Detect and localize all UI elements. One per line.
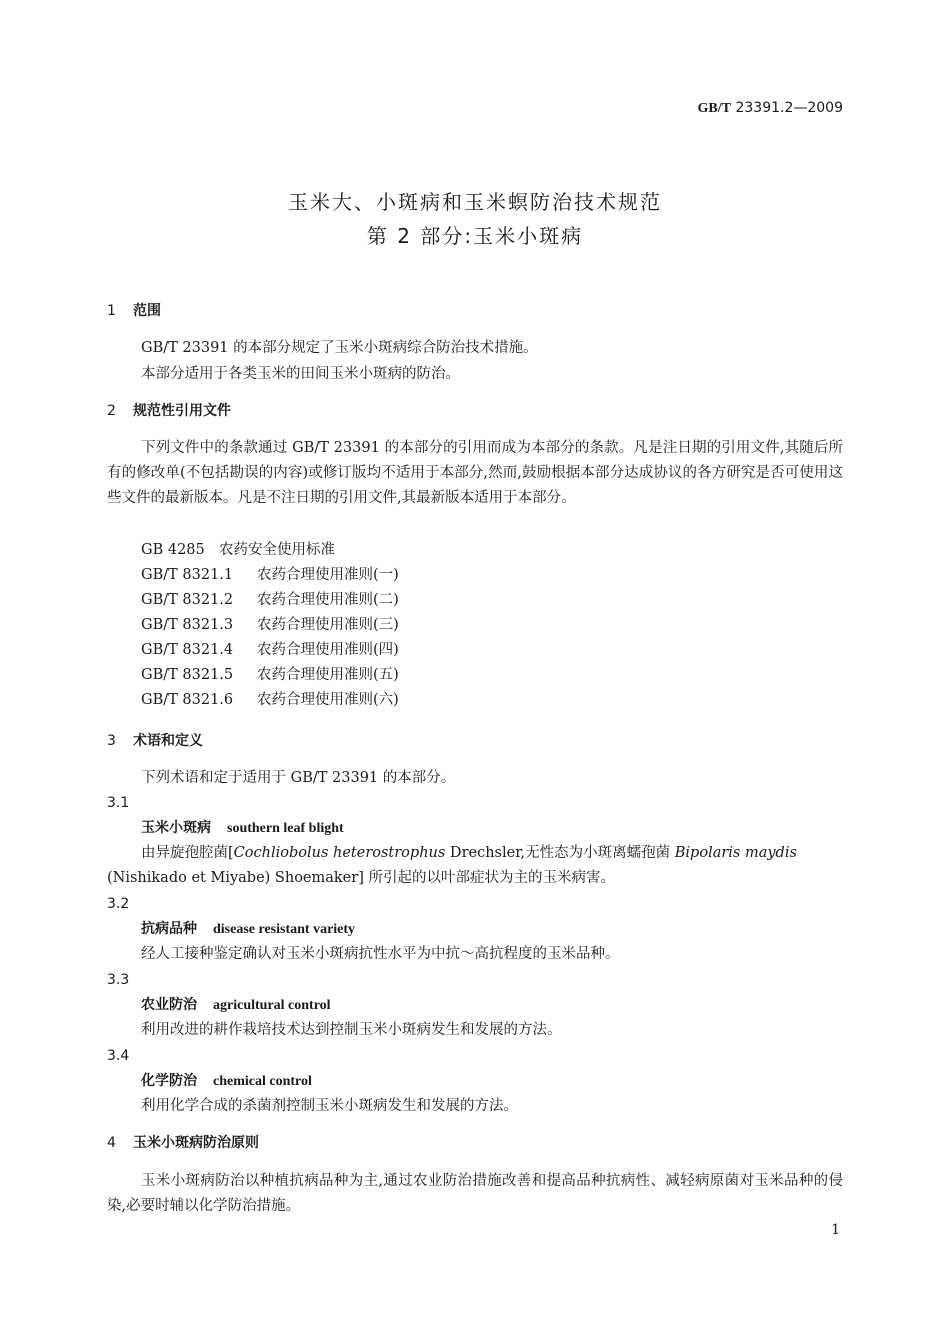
section-number: 3 — [107, 733, 116, 749]
term-en: chemical control — [213, 1074, 312, 1089]
term-en: southern leaf blight — [227, 821, 344, 836]
section-number: 1 — [107, 303, 116, 319]
reference-title: 农药安全使用标准 — [219, 542, 335, 558]
reference-title: 农药合理使用准则(六) — [257, 692, 399, 708]
term-zh: 抗病品种 — [141, 921, 197, 937]
standard-code — [698, 100, 843, 117]
section-1-paragraph-1: GB/T 23391 的本部分规定了玉米小斑病综合防治技术措施。 — [141, 340, 538, 356]
standard-code-prefix: GB/T — [697, 101, 732, 116]
reference-title: 农药合理使用准则(一) — [257, 567, 399, 583]
reference-item — [141, 613, 843, 638]
reference-title: 农药合理使用准则(五) — [257, 667, 399, 683]
term-zh: 玉米小斑病 — [141, 820, 211, 836]
section-title: 范围 — [133, 303, 161, 319]
section-1-paragraph-2: 本部分适用于各类玉米的田间玉米小斑病的防治。 — [141, 366, 460, 382]
term-number: 3.4 — [107, 1048, 130, 1064]
section-2-intro: 下列文件中的条款通过 GB/T 23391 的本部分的引用而成为本部分的条款。凡是注日期的引用文件,其随后所有的修改单(不包括勘误的内容)或修订版均不适用于本部分,然而,鼓励根据本部分达成协议的各方研究是否可使用这些文件的最新版本。凡是不注日期的引用文件,其最新版本适用于本部分。 — [107, 440, 843, 506]
term-number: 3.2 — [107, 896, 130, 912]
section-3-heading — [107, 729, 843, 754]
definition-text: Drechsler,无性态为小斑离蠕孢菌 — [445, 845, 675, 861]
reference-item — [141, 563, 843, 588]
reference-title: 农药合理使用准则(二) — [257, 592, 399, 608]
term-definition: 利用化学合成的杀菌剂控制玉米小斑病发生和发展的方法。 — [141, 1098, 518, 1114]
term-definition: 经人工接种鉴定确认对玉米小斑病抗性水平为中抗～高抗程度的玉米品种。 — [141, 946, 620, 962]
definition-text: 由异旋孢腔菌[ — [141, 845, 234, 861]
reference-item — [141, 538, 843, 563]
section-title: 玉米小斑病防治原则 — [133, 1135, 259, 1151]
reference-code: GB/T 8321.4 — [141, 642, 234, 658]
page-number: 1 — [831, 1222, 840, 1238]
section-3-intro: 下列术语和定于适用于 GB/T 23391 的本部分。 — [141, 770, 456, 786]
term-en: disease resistant variety — [213, 922, 356, 937]
document-title: 玉米大、小斑病和玉米螟防治技术规范 — [288, 190, 662, 214]
section-4-paragraph: 玉米小斑病防治以种植抗病品种为主,通过农业防治措施改善和提高品种抗病性、减轻病原菌对玉米品种的侵染,必要时辅以化学防治措施。 — [107, 1173, 843, 1214]
reference-code: GB 4285 — [141, 542, 205, 558]
term-definition-continued: (Nishikado et Miyabe) Shoemaker] 所引起的以叶部症状为主的玉米病害。 — [107, 870, 615, 886]
reference-item — [141, 688, 843, 713]
reference-item — [141, 663, 843, 688]
section-title: 规范性引用文件 — [133, 403, 231, 419]
standard-code-number: 23391.2—2009 — [735, 100, 843, 116]
section-number: 2 — [107, 403, 116, 419]
latin-name: Bipolaris maydis — [674, 845, 797, 861]
section-title: 术语和定义 — [133, 733, 203, 749]
term-zh: 化学防治 — [141, 1073, 197, 1089]
term-definition: 利用改进的耕作栽培技术达到控制玉米小斑病发生和发展的方法。 — [141, 1022, 562, 1038]
reference-title: 农药合理使用准则(四) — [257, 642, 399, 658]
term-zh: 农业防治 — [141, 997, 197, 1013]
term-number: 3.1 — [107, 795, 130, 811]
term-en: agricultural control — [213, 998, 331, 1013]
term-heading — [141, 1069, 843, 1094]
term-heading — [141, 993, 843, 1018]
latin-name: Cochliobolus heterostrophus — [233, 845, 446, 861]
section-number: 4 — [107, 1135, 116, 1151]
reference-code: GB/T 8321.5 — [141, 667, 234, 683]
section-1-heading — [107, 299, 843, 324]
term-number: 3.3 — [107, 972, 130, 988]
reference-code: GB/T 8321.3 — [141, 617, 234, 633]
reference-code: GB/T 8321.1 — [141, 567, 234, 583]
reference-code: GB/T 8321.2 — [141, 592, 234, 608]
reference-title: 农药合理使用准则(三) — [257, 617, 399, 633]
section-2-heading — [107, 399, 843, 424]
term-heading — [141, 917, 843, 942]
reference-code: GB/T 8321.6 — [141, 692, 234, 708]
reference-item — [141, 588, 843, 613]
document-subtitle: 第 2 部分:玉米小斑病 — [366, 224, 584, 248]
term-heading — [141, 816, 843, 841]
section-4-heading — [107, 1131, 843, 1156]
term-definition — [141, 841, 843, 866]
reference-item — [141, 638, 843, 663]
